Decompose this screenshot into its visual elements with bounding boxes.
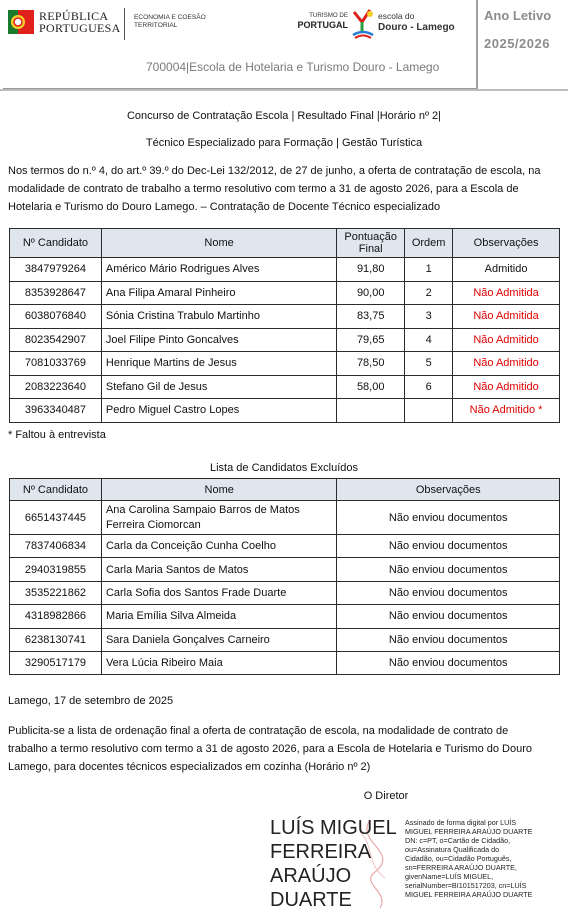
ano-letivo-value: 2025/2026 <box>484 36 550 51</box>
result-row <box>10 399 560 423</box>
cell-nome: Carla Sofia dos Santos Frade Duarte <box>101 581 337 604</box>
signature-detail-line: DN: c=PT, o=Cartão de Cidadão, <box>405 836 511 845</box>
cell-numero: 3290517179 <box>10 651 102 674</box>
signature-detail-line: MIGUEL FERREIRA ARAÚJO DUARTE <box>405 827 533 836</box>
digital-signature-details <box>405 818 555 899</box>
turismo-portugal-icon <box>350 8 376 40</box>
excluded-header-row <box>10 479 560 501</box>
col-header-ordem: Ordem <box>405 229 453 258</box>
results-table <box>9 228 560 423</box>
cell-ordem: 4 <box>405 328 453 352</box>
cell-observacoes: Não Admitido <box>453 375 560 399</box>
cell-observacoes: Não Admitida <box>453 305 560 329</box>
excluded-row <box>10 558 560 581</box>
cell-ordem: 6 <box>405 375 453 399</box>
cell-observacoes: Não enviou documentos <box>337 581 560 604</box>
cell-numero: 6238130741 <box>10 628 102 651</box>
cell-nome: Sónia Cristina Trabulo Martinho <box>101 305 336 329</box>
closing-line: Publicita-se a lista de ordenação final a oferta de contratação de escola, na modalidade de contrato de <box>8 725 509 737</box>
signature-detail-line: ou=Assinatura Qualificada do <box>405 845 500 854</box>
cell-numero: 4318982866 <box>10 605 102 628</box>
intro-paragraph <box>8 162 568 216</box>
cell-nome: Joel Filipe Pinto Goncalves <box>101 328 336 352</box>
cell-pontuacao: 78,50 <box>337 352 405 376</box>
cell-observacoes: Não Admitida <box>453 281 560 305</box>
cell-numero: 6651437445 <box>10 501 102 535</box>
turismo-small-text: TURISMO DE <box>309 12 348 19</box>
page-header <box>0 0 568 90</box>
cell-nome: Ana Filipa Amaral Pinheiro <box>101 281 336 305</box>
cell-nome: Stefano Gil de Jesus <box>101 375 336 399</box>
cell-numero: 6038076840 <box>10 305 102 329</box>
portugal-emblem-icon <box>6 6 36 38</box>
col-header-observacoes: Observações <box>453 229 560 258</box>
ministry-line-1: ECONOMIA E COESÃO <box>134 14 206 21</box>
republica-line-1: REPÚBLICA <box>39 9 109 23</box>
col-header-numero: Nº Candidato <box>10 229 102 258</box>
cell-pontuacao: 58,00 <box>337 375 405 399</box>
excluded-row <box>10 605 560 628</box>
intro-line: modalidade de contrato de trabalho a termo resolutivo com termo a 31 de agosto 2026, para a Escola de <box>8 183 519 195</box>
cell-nome: Ana Carolina Sampaio Barros de Matos Ferreira Ciomorcan <box>101 501 337 535</box>
cell-ordem <box>405 399 453 423</box>
header-rule <box>0 89 568 91</box>
document-subtitle: Técnico Especializado para Formação | Gestão Turística <box>145 137 423 149</box>
signature-detail-line: givenName=LUÍS MIGUEL, <box>405 872 494 881</box>
cell-observacoes: Não enviou documentos <box>337 558 560 581</box>
footnote: * Faltou à entrevista <box>8 429 106 441</box>
cell-numero: 7081033769 <box>10 352 102 376</box>
col-header-pontuacao: Pontuação Final <box>337 229 405 258</box>
cell-nome: Sara Daniela Gonçalves Carneiro <box>101 628 337 651</box>
signature-detail-line: serialNumber=BI101517203, cn=LUÍS <box>405 881 527 890</box>
cell-observacoes: Não enviou documentos <box>337 605 560 628</box>
excluded-row <box>10 651 560 674</box>
cell-observacoes: Não Admitido <box>453 328 560 352</box>
cell-pontuacao: 90,00 <box>337 281 405 305</box>
closing-line: Lamego, para docentes técnicos especializados em cozinha (Horário nº 2) <box>8 761 371 773</box>
escola-small-text: escola do <box>378 11 415 21</box>
cell-pontuacao: 79,65 <box>337 328 405 352</box>
cell-numero: 7837406834 <box>10 535 102 558</box>
cell-observacoes: Não Admitido <box>453 352 560 376</box>
cell-nome: Vera Lúcia Ribeiro Maia <box>101 651 337 674</box>
escola-big-text: Douro - Lamego <box>378 22 455 33</box>
cell-observacoes: Não enviou documentos <box>337 535 560 558</box>
cell-numero: 8353928647 <box>10 281 102 305</box>
header-vertical-divider <box>476 0 478 90</box>
excluded-row <box>10 628 560 651</box>
result-row <box>10 281 560 305</box>
intro-line: Nos termos do n.º 4, do art.º 39.º do Dec-Lei 132/2012, de 27 de junho, a oferta de contratação de escola, na <box>8 165 541 177</box>
cell-pontuacao: 91,80 <box>337 258 405 282</box>
col-header-nome: Nome <box>101 229 336 258</box>
cell-nome: Carla da Conceição Cunha Coelho <box>101 535 337 558</box>
signature-detail-line: Cidadão, ou=Cidadão Português, <box>405 854 512 863</box>
cell-ordem: 1 <box>405 258 453 282</box>
excluded-title: Lista de Candidatos Excluídos <box>210 462 358 474</box>
result-row <box>10 352 560 376</box>
excluded-row <box>10 501 560 535</box>
excluded-row <box>10 581 560 604</box>
cell-observacoes: Não Admitido * <box>453 399 560 423</box>
cell-ordem: 3 <box>405 305 453 329</box>
cell-observacoes: Admitido <box>453 258 560 282</box>
cell-numero: 2083223640 <box>10 375 102 399</box>
signature-name-line: FERREIRA <box>270 841 372 863</box>
cell-numero: 3963340487 <box>10 399 102 423</box>
turismo-big-text: PORTUGAL <box>297 20 348 30</box>
document-date: Lamego, 17 de setembro de 2025 <box>8 695 174 707</box>
col-header-nome: Nome <box>101 479 337 501</box>
republica-portuguesa-logo <box>6 6 126 38</box>
result-row <box>10 375 560 399</box>
school-name: 700004|Escola de Hotelaria e Turismo Douro - Lamego <box>146 60 440 74</box>
signature-name-line: LUÍS MIGUEL <box>270 817 397 839</box>
excluded-table <box>9 478 560 675</box>
cell-numero: 2940319855 <box>10 558 102 581</box>
cell-numero: 3847979264 <box>10 258 102 282</box>
cell-observacoes: Não enviou documentos <box>337 651 560 674</box>
cell-pontuacao: 83,75 <box>337 305 405 329</box>
result-row <box>10 305 560 329</box>
ministry-label <box>134 14 206 30</box>
closing-line: trabalho a termo resolutivo com termo a 31 de agosto 2026, para a Escola de Hotelaria e Turismo do Douro <box>8 743 533 755</box>
director-label: O Diretor <box>363 790 409 802</box>
cell-observacoes: Não enviou documentos <box>337 628 560 651</box>
republica-line-2: PORTUGUESA <box>39 21 121 35</box>
signature-detail-line: Assinado de forma digital por LUÍS <box>405 818 517 827</box>
result-row <box>10 258 560 282</box>
ministry-line-2: TERRITORIAL <box>134 22 178 29</box>
signature-detail-line: sn=FERREIRA ARAÚJO DUARTE, <box>405 863 517 872</box>
excluded-row <box>10 535 560 558</box>
cell-nome: Carla Maria Santos de Matos <box>101 558 337 581</box>
cell-observacoes: Não enviou documentos <box>337 501 560 535</box>
result-row <box>10 328 560 352</box>
signature-name-line: ARAÚJO <box>270 865 352 887</box>
turismo-portugal-logo <box>290 8 476 42</box>
cell-pontuacao <box>337 399 405 423</box>
cell-ordem: 5 <box>405 352 453 376</box>
cell-nome: Maria Emília Silva Almeida <box>101 605 337 628</box>
col-header-numero: Nº Candidato <box>10 479 102 501</box>
results-header-row <box>10 229 560 258</box>
cell-numero: 8023542907 <box>10 328 102 352</box>
cell-numero: 3535221862 <box>10 581 102 604</box>
cell-ordem: 2 <box>405 281 453 305</box>
signature-name <box>270 816 397 912</box>
intro-line: Hotelaria e Turismo do Douro Lamego. – Contratação de Docente Técnico especializado <box>8 201 441 213</box>
signature-detail-line: MIGUEL FERREIRA ARAÚJO DUARTE <box>405 890 533 899</box>
ano-letivo-label: Ano Letivo <box>484 8 552 23</box>
document-title: Concurso de Contratação Escola | Resultado Final |Horário nº 2| <box>126 110 442 122</box>
cell-nome: Pedro Miguel Castro Lopes <box>101 399 336 423</box>
closing-paragraph <box>8 722 568 776</box>
logo-separator <box>124 8 125 40</box>
cell-nome: Henrique Martins de Jesus <box>101 352 336 376</box>
signature-name-line: DUARTE <box>270 889 352 911</box>
col-header-observacoes: Observações <box>337 479 560 501</box>
cell-nome: Américo Mário Rodrigues Alves <box>101 258 336 282</box>
